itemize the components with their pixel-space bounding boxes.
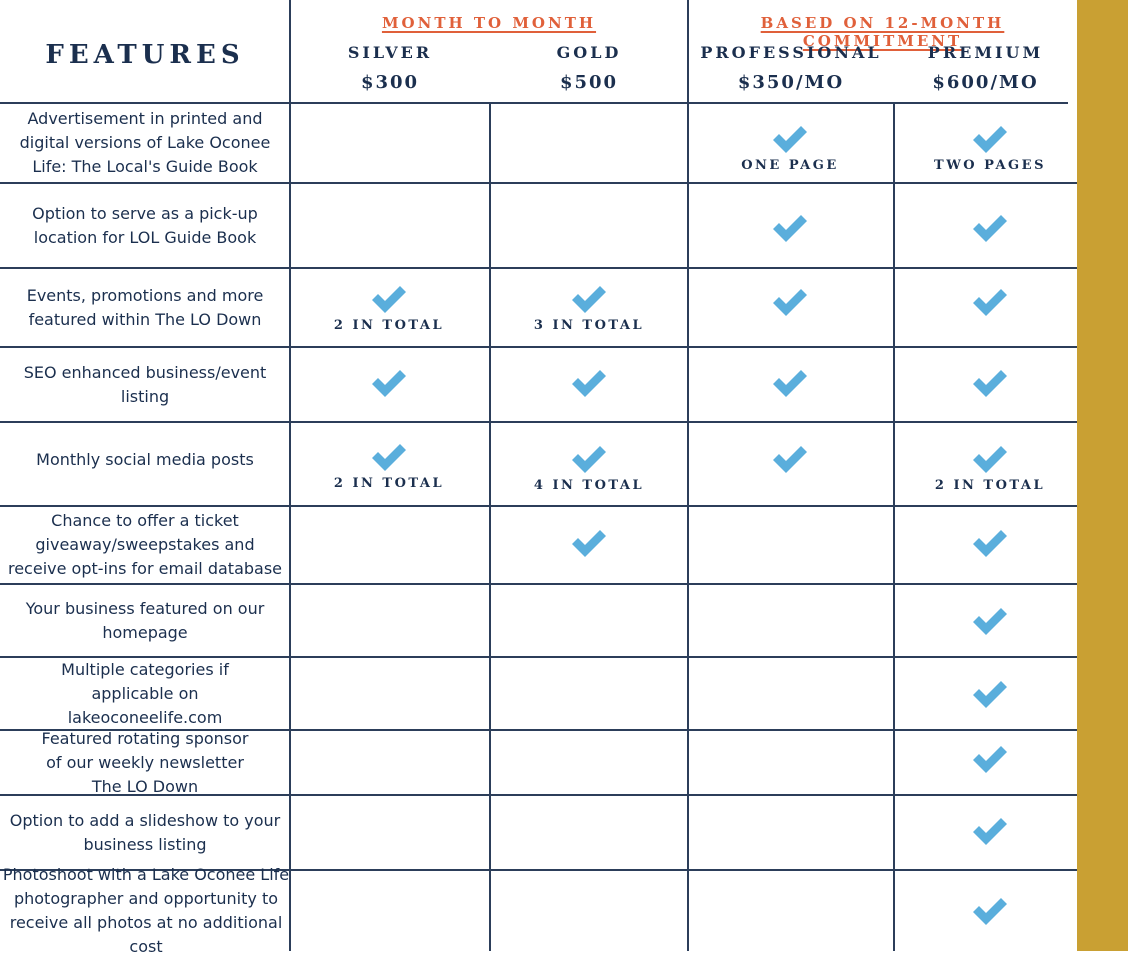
tier-cell: [915, 746, 1065, 774]
tier-cell: [915, 608, 1065, 636]
feature-label: Featured rotating sponsor of our weekly newsletter The LO Down: [41, 729, 249, 796]
checkmark-icon: [570, 286, 608, 314]
tier-price-professional: $350/MO: [737, 72, 845, 93]
checkmark-icon: [771, 126, 809, 154]
tier-cell: [915, 289, 1065, 317]
tier-cell: [915, 818, 1065, 846]
checkmark-icon: [971, 530, 1009, 558]
tier-cell: [514, 446, 664, 493]
checkmark-icon: [971, 126, 1009, 154]
checkmark-icon: [971, 446, 1009, 474]
checkmark-icon: [971, 818, 1009, 846]
tier-cell: [715, 446, 865, 474]
tier-name-silver: SILVER: [347, 43, 433, 62]
feature-label: Multiple categories if applicable on lakeoconeelife.com: [61, 659, 229, 727]
checkmark-icon: [971, 370, 1009, 398]
tier-cell: [915, 681, 1065, 709]
feature-label: Events, promotions and more featured within The LO Down: [26, 285, 264, 329]
cell-note: 2 IN TOTAL: [333, 476, 445, 491]
grid-divider: [893, 103, 895, 951]
tier-cell: [514, 530, 664, 558]
tier-cell: [915, 898, 1065, 926]
features-title: FEATURES: [45, 40, 245, 70]
checkmark-icon: [771, 370, 809, 398]
checkmark-icon: [771, 215, 809, 243]
feature-label: Chance to offer a ticket giveaway/sweepstakes and receive opt-ins for email database: [7, 511, 283, 578]
grid-divider: [289, 0, 291, 951]
feature-label: Your business featured on our homepage: [25, 598, 265, 642]
cell-note: 2 IN TOTAL: [333, 318, 445, 333]
cell-note: TWO PAGES: [934, 158, 1046, 173]
tier-name-professional: PROFESSIONAL: [700, 43, 882, 62]
checkmark-icon: [570, 370, 608, 398]
feature-label: Monthly social media posts: [36, 450, 254, 469]
checkmark-icon: [370, 286, 408, 314]
feature-label: Option to add a slideshow to your business listing: [9, 810, 281, 854]
tier-cell: [715, 215, 865, 243]
tier-cell: [514, 286, 664, 333]
grid-divider: [687, 0, 689, 951]
gold-side-bar: [1077, 0, 1128, 951]
tier-cell: [514, 370, 664, 398]
tier-cell: [715, 370, 865, 398]
tier-cell: [314, 370, 464, 398]
cell-note: ONE PAGE: [741, 158, 839, 173]
tier-price-silver: $300: [360, 72, 420, 93]
cell-note: 4 IN TOTAL: [533, 478, 645, 493]
tier-cell: [314, 444, 464, 491]
checkmark-icon: [971, 608, 1009, 636]
tier-cell: [314, 286, 464, 333]
checkmark-icon: [971, 681, 1009, 709]
tier-cell: [915, 370, 1065, 398]
tier-cell: [915, 446, 1065, 493]
feature-label: Advertisement in printed and digital versions of Lake Oconee Life: The Local's Guide Book: [19, 109, 271, 176]
tier-cell: [715, 126, 865, 173]
checkmark-icon: [370, 370, 408, 398]
checkmark-icon: [570, 446, 608, 474]
checkmark-icon: [971, 746, 1009, 774]
cell-note: 3 IN TOTAL: [533, 318, 645, 333]
tier-name-gold: GOLD: [556, 43, 622, 62]
feature-label: Photoshoot with a Lake Oconee Life photographer and opportunity to receive all photos at no additional cost: [2, 864, 290, 956]
tier-name-premium: PREMIUM: [927, 43, 1044, 62]
checkmark-icon: [971, 289, 1009, 317]
group-label-month-to-month: MONTH TO MONTH: [381, 14, 597, 32]
tier-price-premium: $600/MO: [932, 72, 1039, 93]
feature-label: SEO enhanced business/event listing: [23, 362, 267, 406]
cell-note: 2 IN TOTAL: [934, 478, 1046, 493]
tier-cell: [915, 126, 1065, 173]
tier-cell: [915, 215, 1065, 243]
checkmark-icon: [570, 530, 608, 558]
checkmark-icon: [771, 446, 809, 474]
grid-divider: [489, 103, 491, 951]
checkmark-icon: [971, 898, 1009, 926]
tier-cell: [715, 289, 865, 317]
group-label-12-month-commitment: BASED ON 12-MONTH COMMITMENT: [760, 14, 1005, 50]
checkmark-icon: [971, 215, 1009, 243]
checkmark-icon: [771, 289, 809, 317]
checkmark-icon: [370, 444, 408, 472]
feature-label: Option to serve as a pick-up location for LOL Guide Book: [32, 203, 258, 247]
tier-price-gold: $500: [559, 72, 619, 93]
tier-cell: [915, 530, 1065, 558]
